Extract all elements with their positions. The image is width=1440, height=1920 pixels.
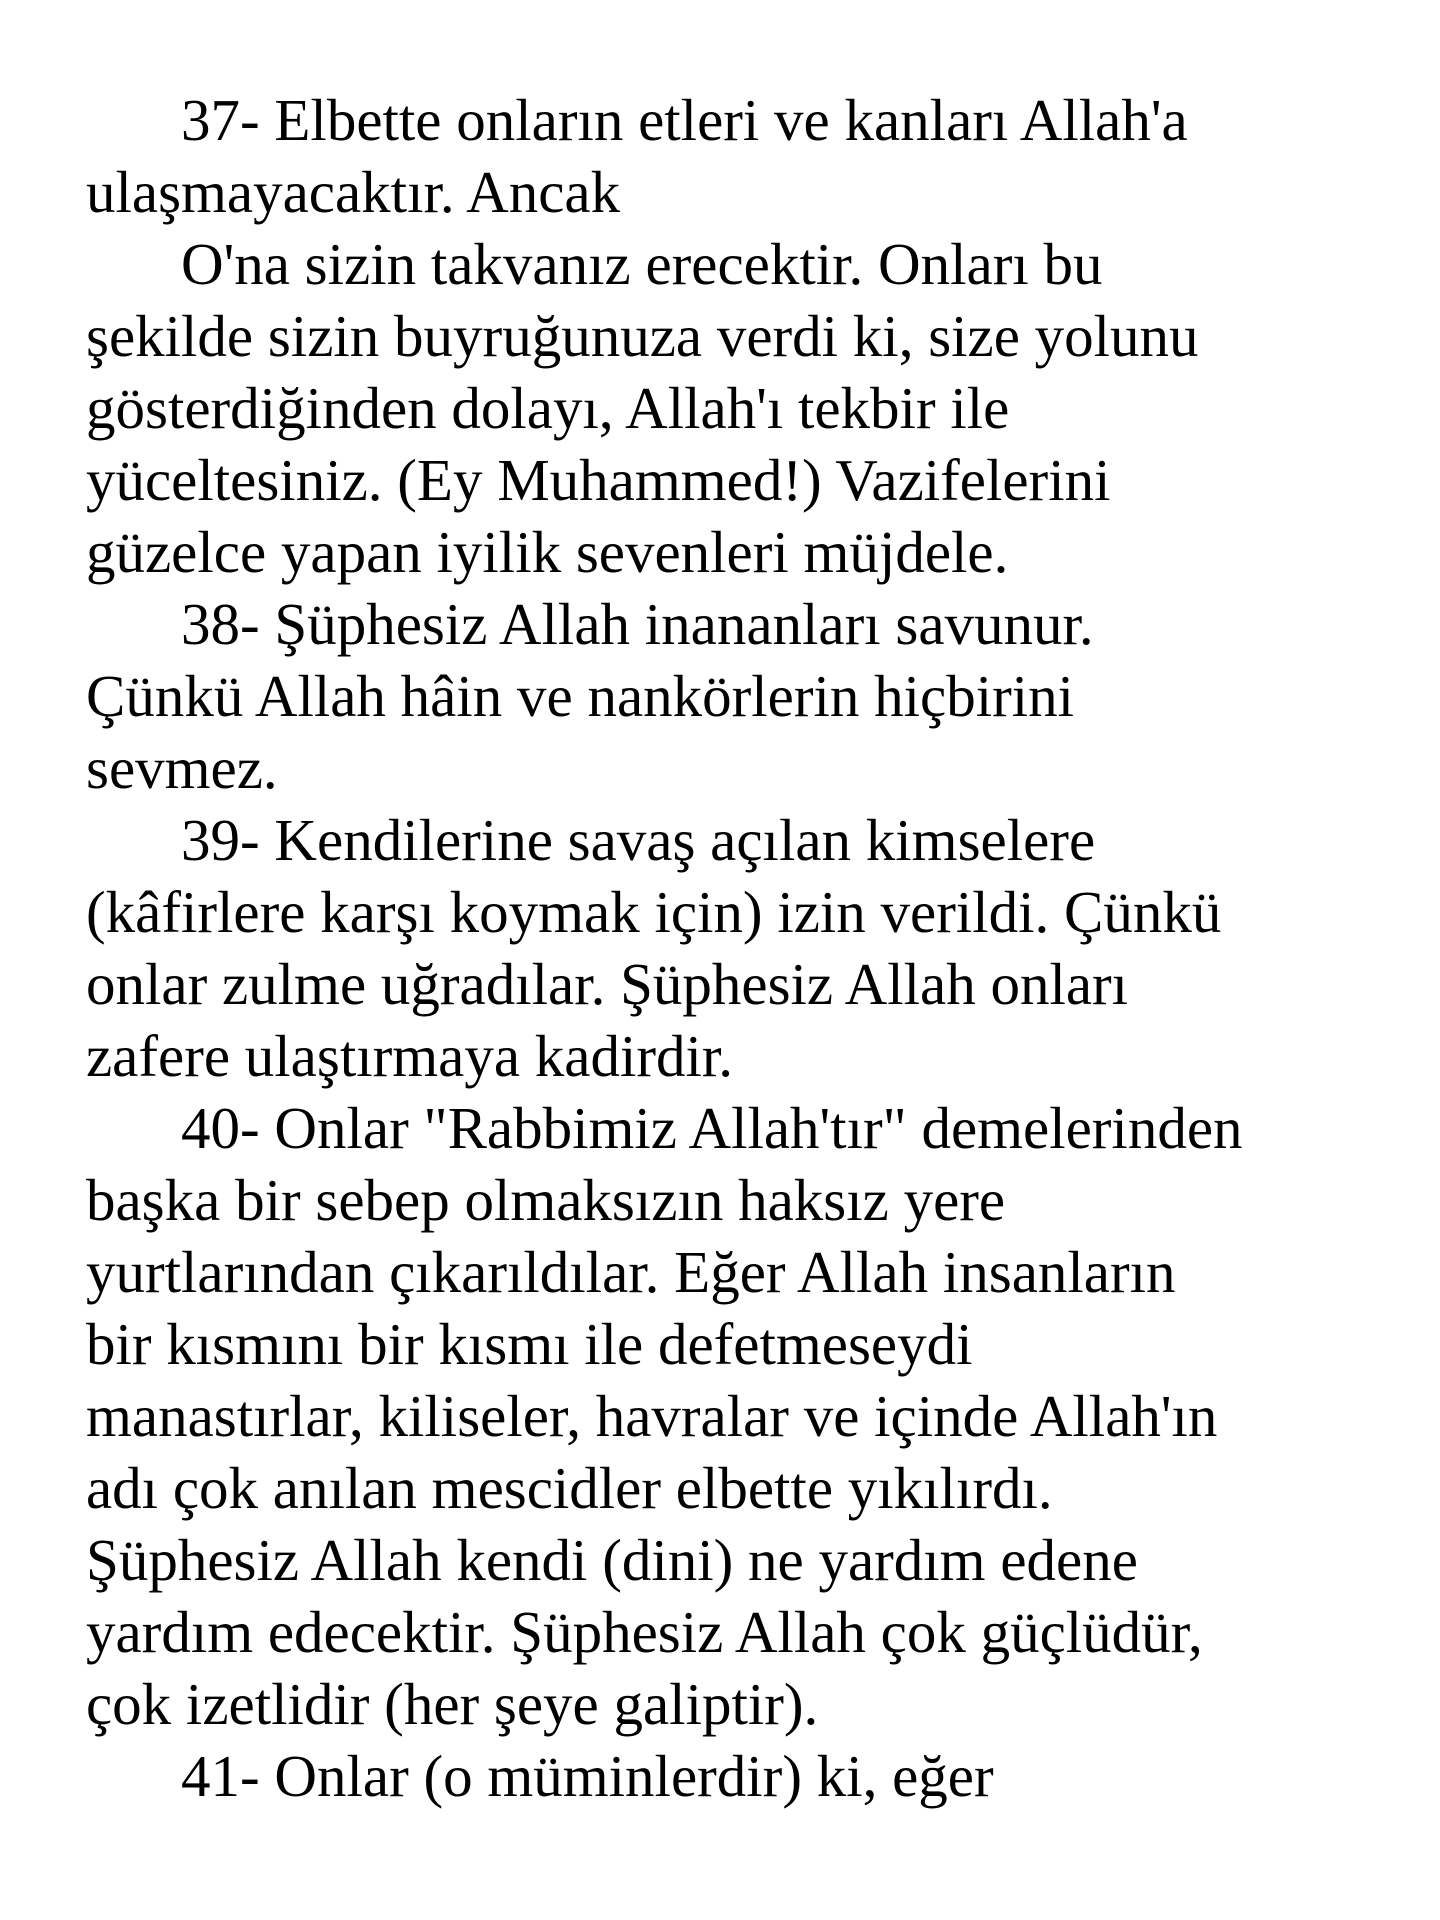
text-line: başka bir sebep olmaksızın haksız yere: [86, 1167, 1006, 1233]
text-line: Çünkü Allah hâin ve nankörlerin hiçbirini: [86, 663, 1075, 729]
text-line: ulaşmayacaktır. Ancak: [86, 159, 621, 225]
text-line: yardım edecektir. Şüphesiz Allah çok güçlüdür,: [86, 1599, 1203, 1665]
text-line: 40- Onlar "Rabbimiz Allah'tır" demelerinden: [181, 1095, 1243, 1161]
text-line: onlar zulme uğradılar. Şüphesiz Allah onları: [86, 951, 1129, 1017]
text-line: güzelce yapan iyilik sevenleri müjdele.: [86, 519, 1009, 585]
text-line: Şüphesiz Allah kendi (dini) ne yardım edene: [86, 1527, 1138, 1593]
text-line: çok izetlidir (her şeye galiptir).: [86, 1671, 819, 1737]
text-line: (kâfirlere karşı koymak için) izin verildi. Çünkü: [86, 879, 1222, 945]
text-line: 37- Elbette onların etleri ve kanları Allah'a: [181, 87, 1188, 153]
text-line: zafere ulaştırmaya kadirdir.: [86, 1023, 734, 1089]
text-line: manastırlar, kiliseler, havralar ve içinde Allah'ın: [86, 1383, 1218, 1449]
text-line: gösterdiğinden dolayı, Allah'ı tekbir ile: [86, 375, 1010, 441]
text-line: yurtlarından çıkarıldılar. Eğer Allah insanların: [86, 1239, 1176, 1305]
text-line: bir kısmını bir kısmı ile defetmeseydi: [86, 1311, 973, 1377]
text-line: adı çok anılan mescidler elbette yıkılırdı.: [86, 1455, 1053, 1521]
text-line: 41- Onlar (o müminlerdir) ki, eğer: [181, 1743, 994, 1809]
document-page: [86, 84, 1376, 1812]
text-line: 39- Kendilerine savaş açılan kimselere: [181, 807, 1096, 873]
text-line: O'na sizin takvanız erecektir. Onları bu: [181, 231, 1103, 297]
text-line: şekilde sizin buyruğunuza verdi ki, size yolunu: [86, 303, 1199, 369]
text-line: 38- Şüphesiz Allah inananları savunur.: [181, 591, 1094, 657]
text-line: sevmez.: [86, 735, 278, 801]
text-line: yüceltesiniz. (Ey Muhammed!) Vazifelerini: [86, 447, 1111, 513]
